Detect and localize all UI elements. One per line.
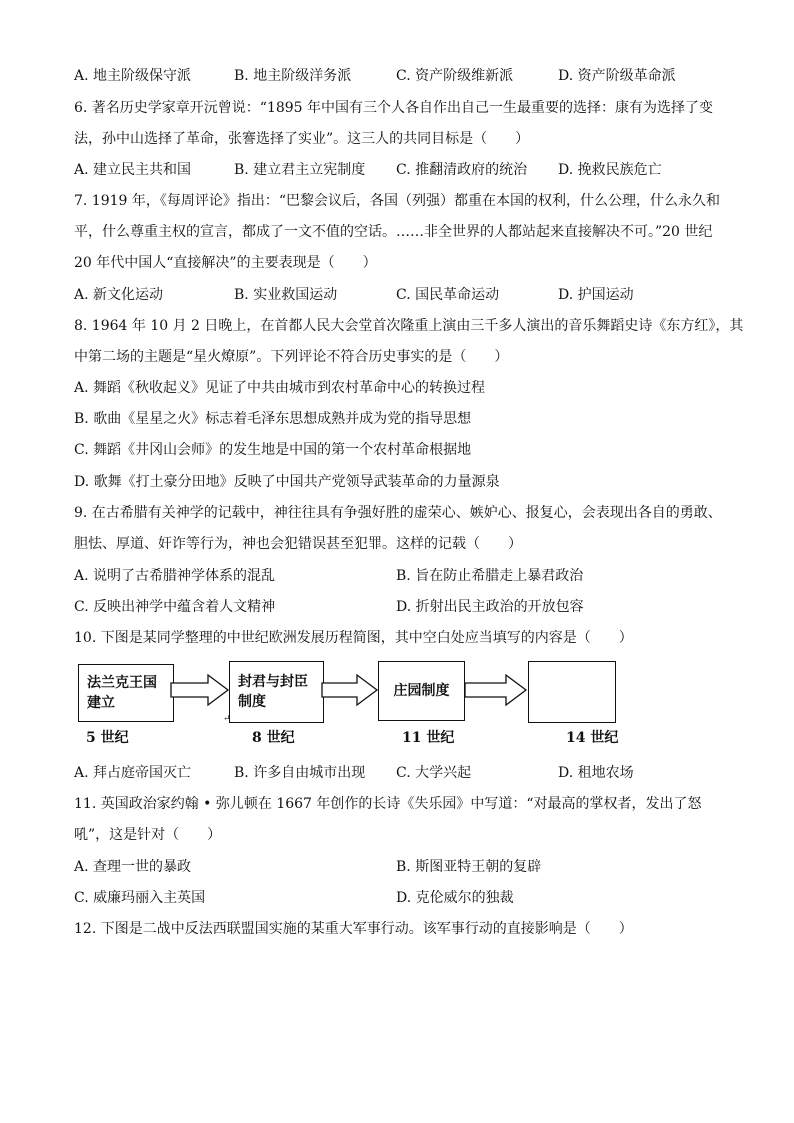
- q6-option-b: B. 建立君主立宪制度: [234, 162, 366, 178]
- q9-option-c: C. 反映出神学中蕴含着人文精神: [74, 599, 276, 615]
- timeline-box-frankish-kingdom: 法兰克王国建立: [78, 664, 174, 722]
- q7-option-b: B. 实业救国运动: [234, 287, 338, 303]
- century-label-11: 11 世纪: [402, 730, 455, 746]
- q7-stem-line-2: 平，什么尊重主权的宣言，都成了一文不值的空话。……非全世界的人都站起来直接解决不可。”20 世纪: [74, 224, 713, 240]
- q8-option-d: D. 歌舞《打土豪分田地》反映了中国共产党领导武装革命的力量源泉: [74, 474, 500, 490]
- q11-option-c: C. 威廉玛丽入主英国: [74, 890, 206, 906]
- q9-stem-line-1: 9. 在古希腊有关神学的记载中，神往往具有争强好胜的虚荣心、嫉妒心、报复心，会表现出各自的勇敢、: [74, 505, 722, 521]
- timeline-box-manorial-system: 庄园制度: [378, 661, 465, 721]
- medieval-europe-timeline-diagram: [74, 657, 634, 752]
- q10-option-a: A. 拜占庭帝国灭亡: [74, 765, 192, 781]
- q6-option-d: D. 挽救民族危亡: [558, 162, 662, 178]
- q5-option-b: B. 地主阶级洋务派: [234, 68, 352, 84]
- q7-stem-line-1: 7. 1919 年，《每周评论》指出：“巴黎会议后，各国（列强）都重在本国的权利，什么公理，什么永久和: [74, 193, 721, 209]
- q9-stem-line-2: 胆怯、厚道、奸诈等行为，神也会犯错误甚至犯罪。这样的记载（ ）: [74, 536, 522, 552]
- q12-stem: 12. 下图是二战中反法西联盟国实施的某重大军事行动。该军事行动的直接影响是（ ）: [74, 921, 633, 937]
- q11-option-a: A. 查理一世的暴政: [74, 859, 192, 875]
- q6-option-c: C. 推翻清政府的统治: [396, 162, 528, 178]
- q8-option-a: A. 舞蹈《秋收起义》见证了中共由城市到农村革命中心的转换过程: [74, 380, 486, 396]
- q7-option-c: C. 国民革命运动: [396, 287, 500, 303]
- q10-option-c: C. 大学兴起: [396, 765, 472, 781]
- q7-stem-line-3: 20 年代中国人“直接解决”的主要表现是（ ）: [74, 255, 377, 271]
- q11-stem-line-2: 吼”，这是针对（ ）: [74, 827, 222, 843]
- q6-stem-line-2: 法，孙中山选择了革命，张謇选择了实业”。这三人的共同目标是（ ）: [74, 131, 530, 147]
- q9-option-b: B. 旨在防止希腊走上暴君政治: [396, 568, 584, 584]
- timeline-box-blank: [528, 661, 616, 723]
- q10-stem: 10. 下图是某同学整理的中世纪欧洲发展历程简图，其中空白处应当填写的内容是（ ）: [74, 630, 633, 646]
- q5-option-d: D. 资产阶级革命派: [558, 68, 676, 84]
- q8-stem-line-2: 中第二场的主题是“星火燎原”。下列评论不符合历史事实的是（ ）: [74, 349, 509, 365]
- q9-option-a: A. 说明了古希腊神学体系的混乱: [74, 568, 276, 584]
- cursor-mark-icon: ↵: [223, 714, 231, 724]
- q6-option-a: A. 建立民主共和国: [74, 162, 192, 178]
- q5-option-a: A. 地主阶级保守派: [74, 68, 192, 84]
- block-arrow-2-icon: [321, 673, 379, 707]
- block-arrow-3-icon: [464, 673, 528, 707]
- q8-option-c: C. 舞蹈《井冈山会师》的发生地是中国的第一个农村革命根据地: [74, 442, 472, 458]
- century-label-8: 8 世纪: [252, 730, 295, 746]
- q6-stem-line-1: 6. 著名历史学家章开沅曾说：“1895 年中国有三个人各自作出自己一生最重要的选择：康有为选择了变: [74, 100, 714, 116]
- century-label-5: 5 世纪: [86, 730, 129, 746]
- q10-option-b: B. 许多自由城市出现: [234, 765, 366, 781]
- q11-stem-line-1: 11. 英国政治家约翰 • 弥儿顿在 1667 年创作的长诗《失乐园》中写道：“对最高的掌权者，发出了怒: [74, 796, 702, 812]
- q5-option-c: C. 资产阶级维新派: [396, 68, 514, 84]
- century-label-14: 14 世纪: [566, 730, 619, 746]
- q10-option-d: D. 租地农场: [558, 765, 634, 781]
- timeline-box-feudal-lord-vassal: 封君与封臣制度: [229, 661, 324, 723]
- q9-option-d: D. 折射出民主政治的开放包容: [396, 599, 584, 615]
- block-arrow-1-icon: [170, 673, 230, 707]
- q7-option-a: A. 新文化运动: [74, 287, 164, 303]
- q11-option-d: D. 克伦威尔的独裁: [396, 890, 514, 906]
- q8-option-b: B. 歌曲《星星之火》标志着毛泽东思想成熟并成为党的指导思想: [74, 411, 472, 427]
- q8-stem-line-1: 8. 1964 年 10 月 2 日晚上，在首都人民大会堂首次隆重上演由三千多人演出的音乐舞蹈史诗《东方红》，其: [74, 318, 744, 334]
- q11-option-b: B. 斯图亚特王朝的复辟: [396, 859, 542, 875]
- q7-option-d: D. 护国运动: [558, 287, 634, 303]
